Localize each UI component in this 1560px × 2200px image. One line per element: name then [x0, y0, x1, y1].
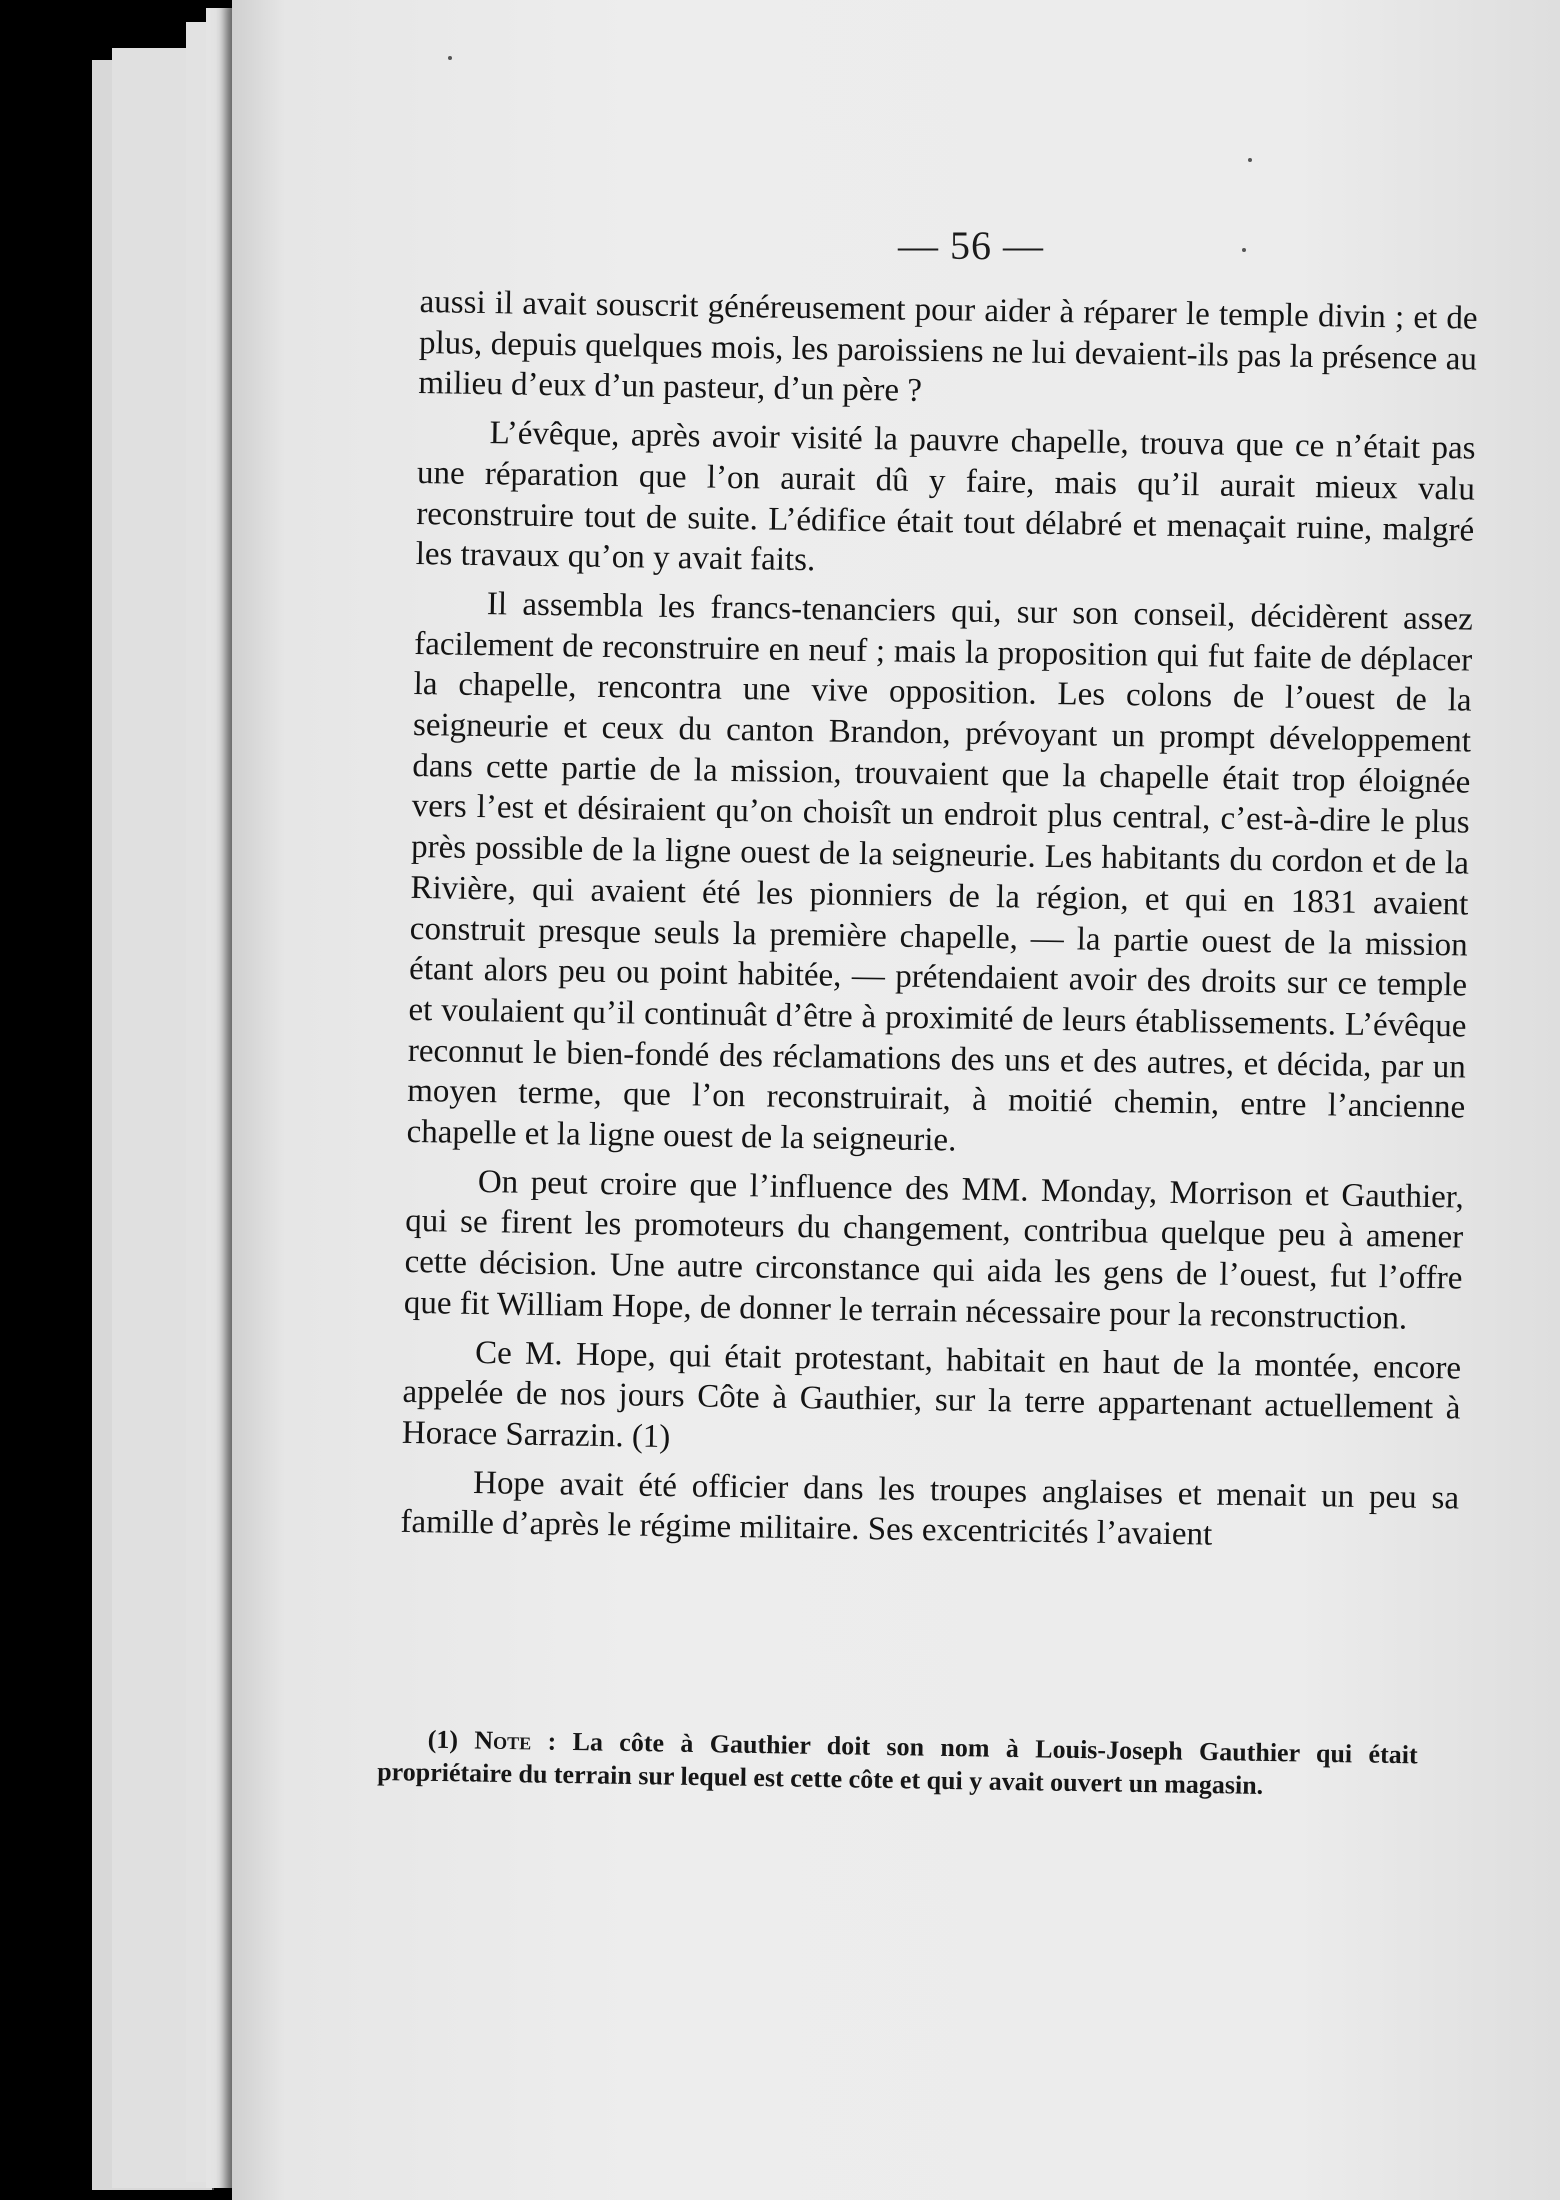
- page-speck: [1248, 158, 1252, 162]
- footnote-indent: [378, 1747, 428, 1748]
- paragraph: L’évêque, après avoir visité la pauvre chapelle, trouva que ce n’était pas une réparation que l’on aurait dû y faire, mais qu’il aurait mieux valu reconstruire tout de suite. L’édifice était tout délabré et menaçait ruine, malgré les travaux qu’on y avait faits.: [415, 415, 1476, 579]
- footnote-marker: (1) Note :: [427, 1724, 557, 1756]
- body-text: [400, 282, 1478, 1568]
- paragraph: On peut croire que l’influence des MM. Monday, Morrison et Gauthier, qui se firent les promoteurs du changement, contribua quelque peu à amener cette décision. Une autre circonstance qui aida les gens de l’ouest, fut l’offre que fit William Hope, de donner le terrain nécessaire pour la reconstruction.: [403, 1163, 1465, 1337]
- paragraph: Ce M. Hope, qui était protestant, habitait en haut de la montée, encore appelée de nos jours Côte à Gauthier, sur la terre appartenant actuellement à Horace Sarrazin. (1): [401, 1334, 1462, 1456]
- page-speck: [1242, 248, 1246, 252]
- paragraph: Hope avait été officier dans les troupes anglaises et menait un peu sa famille d’après le régime militaire. Ses excentricités l’avaient: [400, 1464, 1460, 1553]
- page-number: — 56 —: [898, 223, 1044, 268]
- paragraph: Il assembla les francs-tenanciers qui, sur son conseil, décidèrent assez facilement de reconstruire en neuf ; mais la proposition qui fut faite de déplacer la chapelle, rencontra une vive opposition. Les colons de l’ouest de la seigneurie et ceux du canton Brandon, prévoyant un prompt développement dans cette partie de la mission, trouvaient que la chapelle était trop éloignée vers l’est et désiraient qu’on choisît un endroit plus central, c’est-à-dire le plus près possible de la ligne ouest de la seigneurie. Les habitants du cordon et de la Rivière, qui avaient été les pionniers de la région, et qui en 1831 avaient construit presque seuls la première chapelle, — la partie ouest de la mission étant alors peu ou point habitée, — prétendaient avoir des droits sur ce temple et voulaient qu’il continuât d’être à proximité de leurs établissements. L’évêque reconnut le bien-fondé des réclamations des uns et des autres, et décida, par un moyen terme, que l’on reconstruirait, à moitié chemin, entre l’ancienne chapelle et la ligne ouest de la seigneurie.: [406, 586, 1474, 1159]
- page-speck: [448, 56, 452, 60]
- footnote-text: La côte à Gauthier doit son nom à Louis-Joseph Gauthier qui était propriétaire du terrain sur lequel est cette côte et qui y avait ouvert un magasin.: [376, 1727, 1418, 1800]
- paragraph: aussi il avait souscrit généreusement pour aider à réparer le temple divin ; et de plus, depuis quelques mois, les paroissiens ne lui devaient-ils pas la présence au milieu d’eux d’un pasteur, d’un père ?: [418, 283, 1478, 410]
